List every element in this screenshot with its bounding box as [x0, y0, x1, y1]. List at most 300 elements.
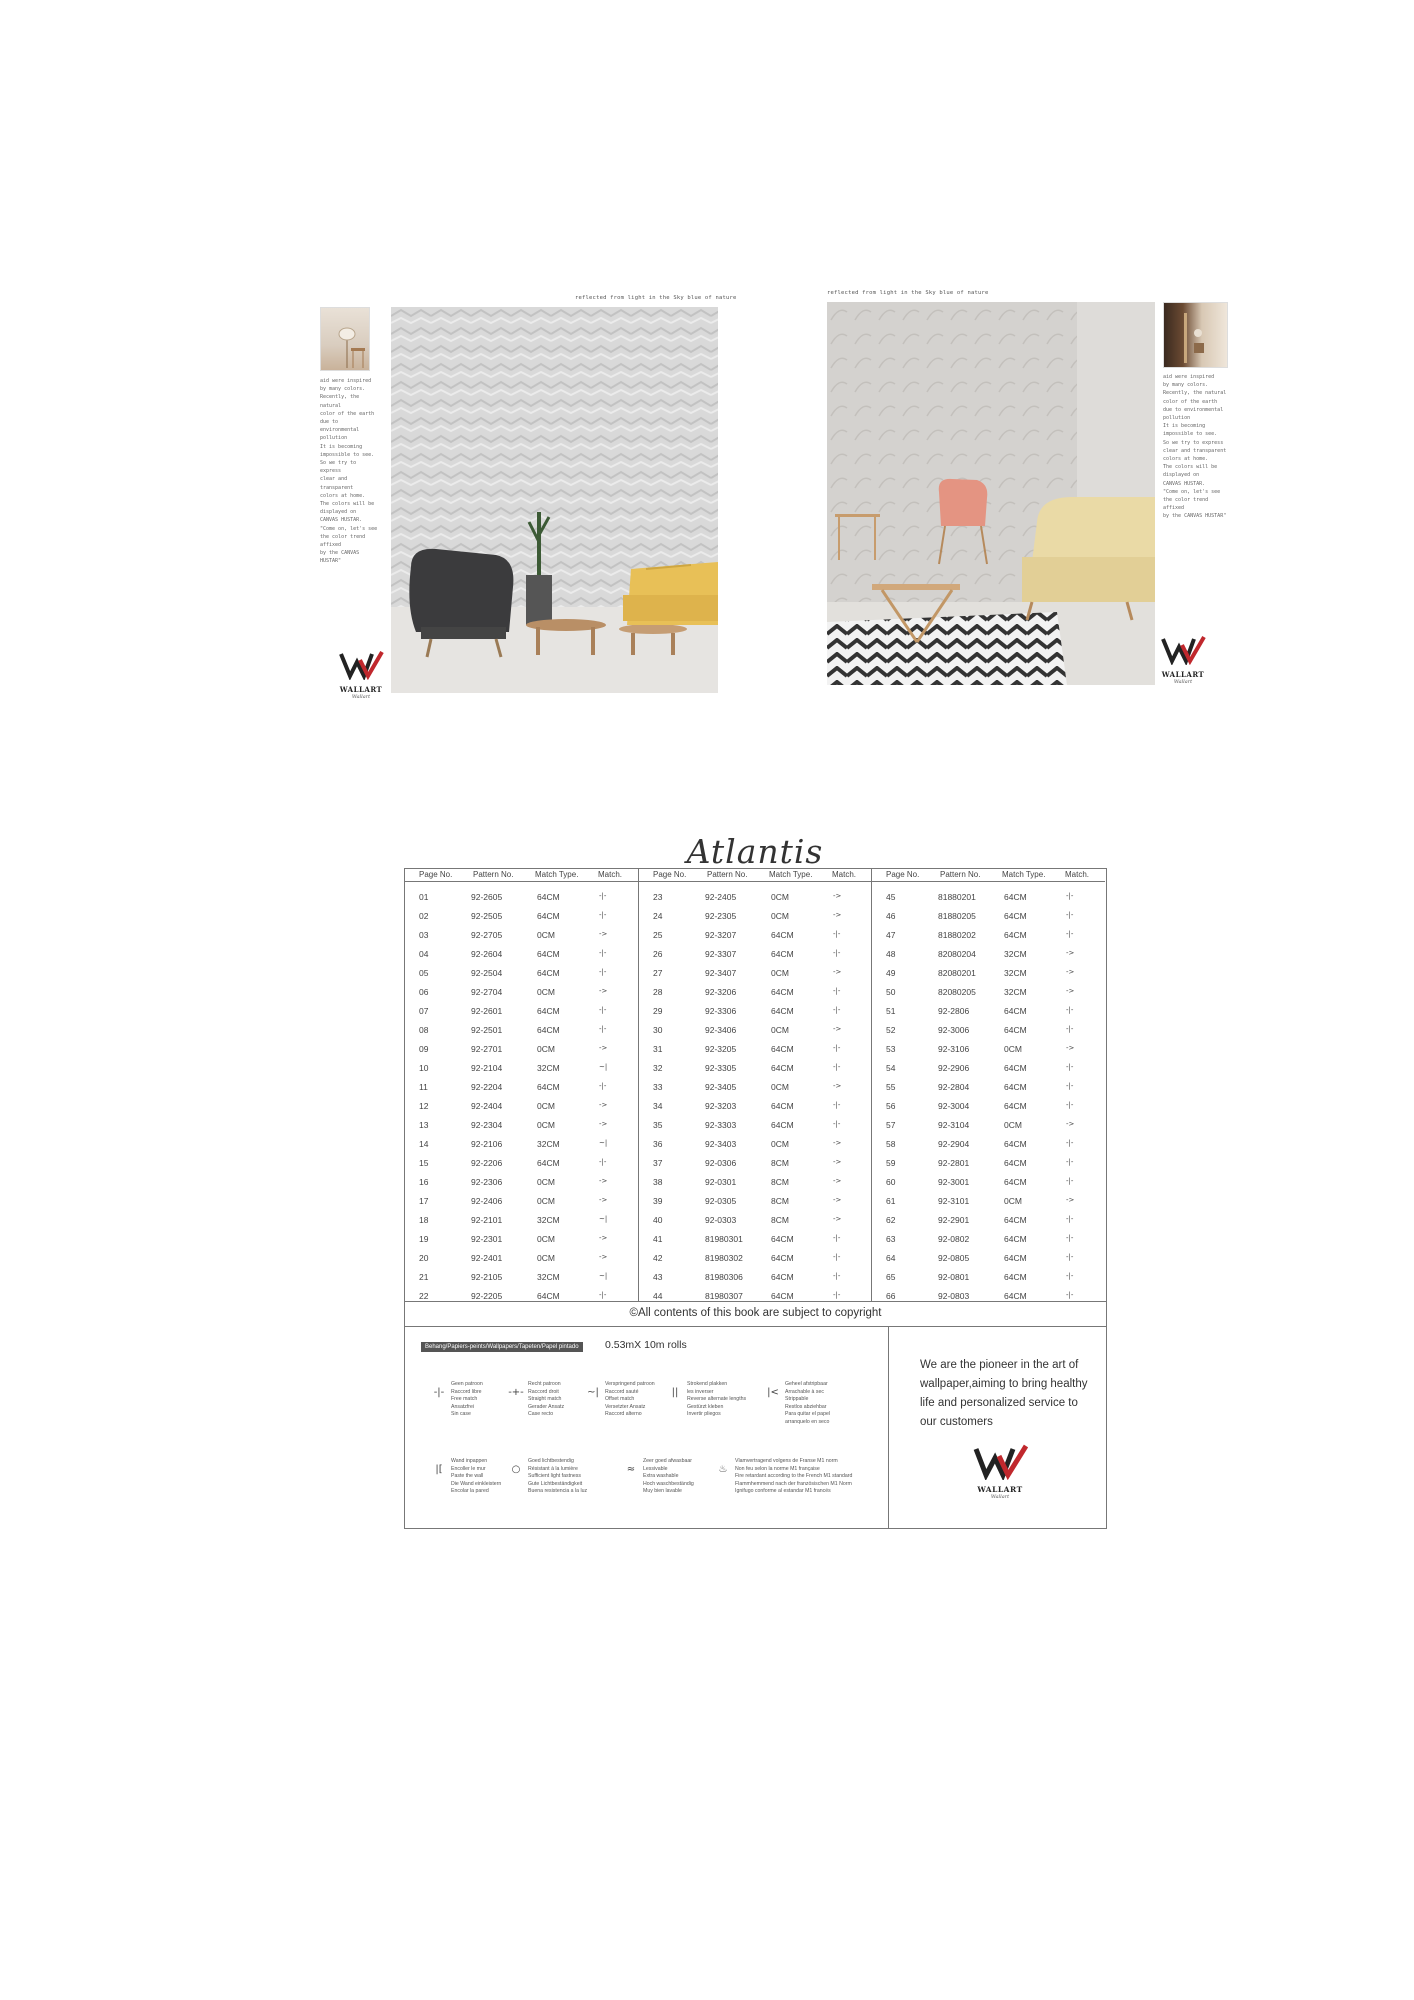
page-no-cell: 50 — [886, 987, 896, 997]
table-row — [639, 911, 872, 930]
page-no-cell: 23 — [653, 892, 663, 902]
table-header — [405, 869, 638, 882]
table-row — [405, 1234, 638, 1253]
match-icon: -> — [833, 911, 842, 919]
pattern-no-cell: 81980301 — [705, 1234, 743, 1244]
match-icon: -|- — [833, 1006, 841, 1014]
legend-line: Offset match — [605, 1396, 635, 1403]
page-no-cell: 51 — [886, 1006, 896, 1016]
match-type-cell: 64CM — [537, 1291, 560, 1301]
table-row — [872, 1177, 1105, 1196]
column-header: Pattern No. — [940, 870, 981, 879]
match-type-cell: 8CM — [771, 1177, 789, 1187]
fire-retardant-icon: ♨ — [718, 1464, 728, 1475]
pattern-no-cell: 92-3205 — [705, 1044, 737, 1054]
page-no-cell: 40 — [653, 1215, 663, 1225]
blurb-line: clear and transparent — [1163, 447, 1227, 454]
table-row — [872, 1253, 1105, 1272]
column-header: Page No. — [653, 870, 687, 879]
legend-line: Goed lichtbestendig — [528, 1458, 574, 1464]
legend-line: Ignifugo conforme al estandar M1 francés — [735, 1488, 831, 1495]
page-no-cell: 48 — [886, 949, 896, 959]
match-icon: -|- — [599, 1025, 607, 1033]
match-icon: -|- — [833, 1291, 841, 1299]
left-wallart-logo — [338, 650, 384, 700]
table-row — [639, 1044, 872, 1063]
pattern-no-cell: 92-2501 — [471, 1025, 503, 1035]
table-row — [872, 1120, 1105, 1139]
legend-line: Hoch waschbeständig — [643, 1480, 694, 1487]
match-icon: -|- — [599, 1082, 607, 1090]
legend-line: Sin case — [451, 1411, 471, 1418]
pattern-no-cell: 92-2604 — [471, 949, 503, 959]
table-row — [872, 1082, 1105, 1101]
page-no-cell: 13 — [419, 1120, 429, 1130]
match-icon: -|- — [599, 949, 607, 957]
pattern-no-cell: 92-2906 — [938, 1063, 970, 1073]
pattern-no-cell: 92-0305 — [705, 1196, 737, 1206]
column-header: Pattern No. — [707, 870, 748, 879]
page-no-cell: 03 — [419, 930, 429, 940]
match-type-cell: 64CM — [1004, 892, 1027, 902]
table-row — [872, 1139, 1105, 1158]
match-icon: -|- — [599, 1006, 607, 1014]
legend-line: Free match — [451, 1396, 478, 1403]
page-no-cell: 05 — [419, 968, 429, 978]
match-type-cell: 64CM — [771, 1006, 794, 1016]
page-no-cell: 65 — [886, 1272, 896, 1282]
match-type-cell: 64CM — [537, 892, 560, 902]
left-photo-page — [320, 295, 737, 700]
match-type-cell: 64CM — [1004, 1234, 1027, 1244]
table-row — [405, 1139, 638, 1158]
match-type-cell: 0CM — [537, 1177, 555, 1187]
pattern-no-cell: 92-3106 — [938, 1044, 970, 1054]
pattern-no-cell: 92-2401 — [471, 1253, 503, 1263]
pattern-no-cell: 92-3207 — [705, 930, 737, 940]
blurb-line: colors at home. — [1163, 456, 1209, 463]
pattern-no-cell: 92-2106 — [471, 1139, 503, 1149]
match-icon: -> — [599, 1234, 608, 1242]
blurb-line: It is becoming — [320, 443, 363, 450]
page-no-cell: 38 — [653, 1177, 663, 1187]
table-row — [639, 930, 872, 949]
match-icon: -> — [599, 930, 608, 938]
page-no-cell: 45 — [886, 892, 896, 902]
page-no-cell: 20 — [419, 1253, 429, 1263]
blurb-line: It is becoming — [1163, 423, 1206, 430]
page-no-cell: 64 — [886, 1253, 896, 1263]
copyright-notice — [404, 1300, 1107, 1327]
column-header: Match Type. — [535, 870, 579, 879]
page-no-cell: 41 — [653, 1234, 663, 1244]
legend-line: Arrachable à sec — [785, 1388, 824, 1395]
match-icon: -> — [599, 1044, 608, 1052]
match-type-cell: 64CM — [1004, 1177, 1027, 1187]
pattern-no-cell: 92-3306 — [705, 1006, 737, 1016]
match-type-cell: 64CM — [1004, 1006, 1027, 1016]
page-no-cell: 32 — [653, 1063, 663, 1073]
match-icon: -> — [833, 1082, 842, 1090]
table-row — [405, 1063, 638, 1082]
table-column-3 — [871, 869, 1105, 1301]
pattern-no-cell: 81980306 — [705, 1272, 743, 1282]
logo-wordmark: WALLART — [977, 1485, 1023, 1494]
table-row — [405, 1196, 638, 1215]
pattern-no-cell: 81880202 — [938, 930, 976, 940]
match-type-cell: 64CM — [1004, 1158, 1027, 1168]
legend-line: Recht patroon — [528, 1381, 561, 1387]
table-column-1 — [405, 869, 638, 1301]
pattern-no-cell: 92-3104 — [938, 1120, 970, 1130]
page-no-cell: 30 — [653, 1025, 663, 1035]
match-icon: ~| — [599, 1272, 608, 1280]
table-row — [872, 1196, 1105, 1215]
pattern-no-cell: 92-2104 — [471, 1063, 503, 1073]
pattern-no-cell: 92-2404 — [471, 1101, 503, 1111]
pattern-no-cell: 92-3004 — [938, 1101, 970, 1111]
blurb-line: pollution — [320, 435, 348, 442]
table-row — [405, 1215, 638, 1234]
match-icon: -|- — [833, 930, 841, 938]
blurb-line: Recently, the natural — [320, 394, 360, 409]
match-type-cell: 0CM — [771, 911, 789, 921]
table-row — [405, 1025, 638, 1044]
match-icon: -> — [1066, 1044, 1075, 1052]
match-icon: -> — [1066, 949, 1075, 957]
pattern-no-cell: 92-3307 — [705, 949, 737, 959]
page-no-cell: 58 — [886, 1139, 896, 1149]
page-no-cell: 10 — [419, 1063, 429, 1073]
match-icon: -|- — [1066, 1025, 1074, 1033]
legend-line: Invertir pliegos — [687, 1411, 721, 1418]
match-type-cell: 0CM — [1004, 1044, 1022, 1054]
page-no-cell: 08 — [419, 1025, 429, 1035]
match-type-cell: 64CM — [1004, 1082, 1027, 1092]
blurb-line: by many colors. — [320, 386, 366, 393]
match-type-cell: 0CM — [771, 892, 789, 902]
legend-line: Geheel afstripbaar — [785, 1381, 828, 1387]
left-thumbnail-image — [320, 307, 370, 371]
page-no-cell: 57 — [886, 1120, 896, 1130]
match-type-cell: 0CM — [1004, 1120, 1022, 1130]
match-icon: -|- — [1066, 1234, 1074, 1242]
legend-line: Strokend plakken — [687, 1381, 728, 1387]
legend-line: Encoller le mur — [451, 1465, 486, 1472]
table-row — [639, 1025, 872, 1044]
legend-line: les inverser — [687, 1388, 714, 1395]
table-header — [872, 869, 1105, 882]
pattern-no-cell: 92-3303 — [705, 1120, 737, 1130]
table-row — [405, 1253, 638, 1272]
legend-line: Gute Lichtbeständigkeit — [528, 1480, 583, 1487]
page-no-cell: 55 — [886, 1082, 896, 1092]
table-row — [405, 1101, 638, 1120]
pattern-no-cell: 92-0301 — [705, 1177, 737, 1187]
match-icon: -> — [599, 1177, 608, 1185]
pattern-no-cell: 92-3405 — [705, 1082, 737, 1092]
match-icon: ~| — [599, 1215, 608, 1223]
legend-line: Geen patroon — [451, 1381, 483, 1387]
match-icon: -|- — [833, 1101, 841, 1109]
pattern-no-cell: 92-2206 — [471, 1158, 503, 1168]
legend-line: Case recto — [528, 1411, 554, 1418]
table-row — [405, 949, 638, 968]
page-no-cell: 37 — [653, 1158, 663, 1168]
pattern-no-cell: 92-0801 — [938, 1272, 970, 1282]
page-no-cell: 12 — [419, 1101, 429, 1111]
pattern-no-cell: 92-2605 — [471, 892, 503, 902]
blurb-line: aid were inspired — [320, 378, 372, 384]
match-type-cell: 64CM — [537, 911, 560, 921]
match-icon: -|- — [833, 1234, 841, 1242]
pattern-no-cell: 81980307 — [705, 1291, 743, 1301]
match-icon: -|- — [833, 1063, 841, 1071]
page-no-cell: 21 — [419, 1272, 429, 1282]
table-row — [872, 1234, 1105, 1253]
match-icon: -> — [833, 1139, 842, 1147]
shelf-illustration — [1164, 303, 1227, 367]
match-icon: -|- — [599, 911, 607, 919]
match-type-cell: 64CM — [771, 987, 794, 997]
legend-line: Lessivable — [643, 1465, 668, 1472]
legend-line: Reverse alternate lengths — [687, 1396, 747, 1403]
match-type-cell: 0CM — [537, 1234, 555, 1244]
match-icon: -|- — [1066, 1082, 1074, 1090]
page-no-cell: 62 — [886, 1215, 896, 1225]
table-row — [405, 1272, 638, 1291]
blurb-line: impossible to see. — [1163, 431, 1218, 438]
legend-description — [643, 1458, 694, 1496]
pattern-no-cell: 92-3006 — [938, 1025, 970, 1035]
pattern-no-cell: 92-2105 — [471, 1272, 503, 1282]
pattern-no-cell: 92-2301 — [471, 1234, 503, 1244]
match-icon: -|- — [1066, 1291, 1074, 1299]
match-type-cell: 64CM — [771, 1063, 794, 1073]
lamp-illustration — [321, 308, 369, 370]
match-icon: -|- — [1066, 1063, 1074, 1071]
match-type-cell: 32CM — [537, 1139, 560, 1149]
column-header: Match. — [598, 870, 623, 879]
table-row — [405, 987, 638, 1006]
table-row — [639, 1139, 872, 1158]
table-row — [405, 1006, 638, 1025]
table-row — [872, 1025, 1105, 1044]
pattern-no-cell: 92-2306 — [471, 1177, 503, 1187]
pattern-no-cell: 92-0803 — [938, 1291, 970, 1301]
match-type-cell: 0CM — [771, 1082, 789, 1092]
legend-line: Raccord alterno — [605, 1411, 642, 1418]
blurb-line: colors at home. — [320, 492, 366, 499]
match-icon: -> — [599, 1120, 608, 1128]
legend-line: Raccord sauté — [605, 1388, 639, 1395]
page-no-cell: 53 — [886, 1044, 896, 1054]
right-caption: reflected from light in the Sky blue of nature — [827, 290, 989, 296]
legend-line: Raccord libre — [451, 1388, 482, 1395]
straight-match-icon: -+- — [508, 1387, 524, 1398]
legend-line: Encolar la pared — [451, 1488, 489, 1495]
blurb-line: Recently, the natural — [1163, 390, 1227, 397]
page-no-cell: 25 — [653, 930, 663, 940]
match-type-cell: 64CM — [771, 930, 794, 940]
pattern-no-cell: 92-0303 — [705, 1215, 737, 1225]
blurb-line: the color trend affixed — [1163, 497, 1209, 512]
legend-line: Paste the wall — [451, 1473, 484, 1480]
blurb-line: "Come on, let's see — [320, 525, 378, 532]
column-header: Match. — [1065, 870, 1090, 879]
match-type-cell: 32CM — [1004, 987, 1027, 997]
blurb-line: The colors will be — [1163, 464, 1218, 471]
legend-line: Para quitar el papel — [785, 1411, 830, 1418]
match-type-cell: 64CM — [1004, 1272, 1027, 1282]
table-row — [872, 1215, 1105, 1234]
pattern-no-cell: 92-3305 — [705, 1063, 737, 1073]
blurb-line: due to environmental — [1163, 406, 1224, 413]
pattern-no-cell: 92-2704 — [471, 987, 503, 997]
page-no-cell: 02 — [419, 911, 429, 921]
page-no-cell: 33 — [653, 1082, 663, 1092]
column-header: Match Type. — [769, 870, 813, 879]
match-icon: -> — [833, 1196, 842, 1204]
legend-line: Extra washable — [643, 1473, 679, 1480]
pattern-no-cell: 82080205 — [938, 987, 976, 997]
pattern-no-cell: 92-3101 — [938, 1196, 970, 1206]
blurb-line: aid were inspired — [1163, 374, 1215, 380]
logo-wordmark: WALLART — [339, 685, 383, 694]
match-type-cell: 64CM — [537, 1082, 560, 1092]
match-type-cell: 64CM — [1004, 1215, 1027, 1225]
page-no-cell: 52 — [886, 1025, 896, 1035]
pattern-no-cell: 81880205 — [938, 911, 976, 921]
legend-line: Strippable — [785, 1396, 809, 1403]
match-icon: -|- — [1066, 1006, 1074, 1014]
table-row — [872, 911, 1105, 930]
match-icon: -> — [599, 1196, 608, 1204]
page-no-cell: 09 — [419, 1044, 429, 1054]
match-icon: -|- — [1066, 930, 1074, 938]
legend-line: Gestürzt kleben — [687, 1403, 724, 1410]
table-row — [872, 1272, 1105, 1291]
pattern-no-cell: 92-2801 — [938, 1158, 970, 1168]
table-row — [872, 930, 1105, 949]
pattern-no-cell: 92-2504 — [471, 968, 503, 978]
match-icon: -> — [833, 1215, 842, 1223]
legend-line: Die Wand einkleistern — [451, 1480, 502, 1487]
pattern-no-cell: 92-0805 — [938, 1253, 970, 1263]
table-row — [639, 987, 872, 1006]
wallart-w-mark-icon — [338, 650, 384, 680]
match-type-cell: 64CM — [537, 1006, 560, 1016]
table-row — [405, 1082, 638, 1101]
match-type-cell: 32CM — [1004, 968, 1027, 978]
match-type-cell: 0CM — [771, 1025, 789, 1035]
pattern-index-table — [404, 868, 1107, 1302]
match-icon: -> — [833, 968, 842, 976]
page-no-cell: 35 — [653, 1120, 663, 1130]
collection-title: Atlantis — [686, 832, 824, 871]
match-type-cell: 64CM — [771, 1120, 794, 1130]
blurb-line: impossible to see. — [320, 451, 375, 458]
match-type-cell: 32CM — [537, 1215, 560, 1225]
page-no-cell: 17 — [419, 1196, 429, 1206]
match-type-cell: 64CM — [771, 1253, 794, 1263]
page-no-cell: 11 — [419, 1082, 428, 1092]
table-row — [639, 1158, 872, 1177]
match-icon: -|- — [833, 1120, 841, 1128]
match-type-cell: 64CM — [771, 949, 794, 959]
pattern-no-cell: 92-3206 — [705, 987, 737, 997]
brand-slogan: We are the pioneer in the art of wallpaper,aiming to bring healthy life and personalized service to our customers — [920, 1359, 1088, 1428]
match-icon: -|- — [599, 892, 607, 900]
match-icon: -|- — [1066, 1158, 1074, 1166]
page-no-cell: 26 — [653, 949, 663, 959]
logo-signature: Wallart — [351, 694, 371, 700]
match-type-cell: 0CM — [537, 1196, 555, 1206]
table-row — [872, 968, 1105, 987]
legend-line: Vlamvertragend volgens de Franse M1 norm — [735, 1458, 838, 1464]
pattern-no-cell: 92-2804 — [938, 1082, 970, 1092]
page-no-cell: 39 — [653, 1196, 663, 1206]
pattern-no-cell: 81880201 — [938, 892, 976, 902]
pattern-no-cell: 92-3407 — [705, 968, 737, 978]
blurb-line: by the CANVAS HUSTAR" — [320, 550, 360, 565]
match-type-cell: 8CM — [771, 1158, 789, 1168]
roll-size: 0.53mX 10m rolls — [605, 1339, 687, 1351]
legend-line: Zeer goed afwasbaar — [643, 1458, 693, 1464]
column-header: Page No. — [419, 870, 453, 879]
table-row — [639, 949, 872, 968]
legend-line: Straight match — [528, 1396, 562, 1403]
logo-signature: Wallart — [990, 1494, 1010, 1500]
legend-line: Raccord droit — [528, 1388, 559, 1395]
match-icon: -> — [833, 1177, 842, 1185]
legend-line: Verspringend patroon — [605, 1381, 655, 1387]
left-room-photo — [391, 307, 718, 693]
table-column-2 — [638, 869, 872, 1301]
match-type-cell: 8CM — [771, 1215, 789, 1225]
legend-line: Non feu selon la norme M1 française — [735, 1465, 820, 1472]
legend-line: Sufficient light fastness — [528, 1473, 581, 1480]
logo-signature: Wallart — [1173, 679, 1193, 685]
table-row — [639, 1063, 872, 1082]
legend-line: arranquelo en seco — [785, 1418, 830, 1425]
pattern-no-cell: 81980302 — [705, 1253, 743, 1263]
table-row — [405, 968, 638, 987]
table-row — [872, 1101, 1105, 1120]
blurb-line: The colors will be — [320, 501, 375, 508]
match-type-cell: 0CM — [1004, 1196, 1022, 1206]
legend-line: Résistant à la lumière — [528, 1465, 578, 1472]
right-room-photo — [827, 302, 1155, 685]
page-no-cell: 56 — [886, 1101, 896, 1111]
left-caption: reflected from light in the Sky blue of nature — [575, 295, 737, 301]
table-row — [872, 1063, 1105, 1082]
table-row — [639, 968, 872, 987]
match-icon: -> — [1066, 1196, 1075, 1204]
pattern-no-cell: 92-2305 — [705, 911, 737, 921]
match-icon: -|- — [1066, 1215, 1074, 1223]
legend-description — [687, 1381, 746, 1419]
match-icon: -> — [833, 892, 842, 900]
column-header: Pattern No. — [473, 870, 514, 879]
table-row — [639, 1082, 872, 1101]
brand-slogan-box — [888, 1326, 1107, 1529]
match-type-cell: 32CM — [537, 1063, 560, 1073]
pattern-no-cell: 92-3001 — [938, 1177, 970, 1187]
match-type-cell: 64CM — [1004, 1291, 1027, 1301]
match-type-cell: 0CM — [537, 1101, 555, 1111]
left-blurb-text — [320, 377, 380, 566]
